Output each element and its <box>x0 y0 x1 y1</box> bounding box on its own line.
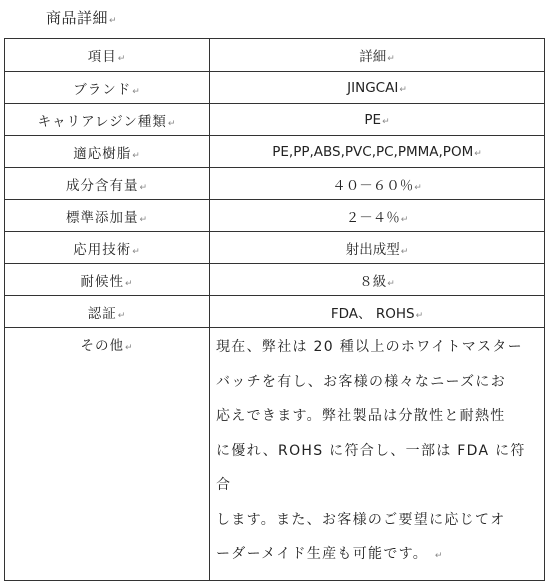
table-row-certification <box>5 296 545 328</box>
paragraph-mark-icon: ↵ <box>139 182 149 193</box>
row-value: ４０－６０％↵ <box>210 168 545 200</box>
table-row-content <box>5 168 545 200</box>
table-row-technology <box>5 232 545 264</box>
paragraph-mark-icon: ↵ <box>117 54 127 64</box>
row-value: PE↵ <box>210 104 545 136</box>
description-line: します。また、お客様のご要望に応じてオ <box>216 511 506 528</box>
paragraph-mark-icon: ↵ <box>387 278 395 289</box>
row-value: 射出成型↵ <box>210 232 545 264</box>
row-key: その他↵ <box>5 328 210 581</box>
paragraph-mark-icon: ↵ <box>382 116 390 127</box>
product-detail-table <box>4 38 545 581</box>
paragraph-mark-icon: ↵ <box>132 86 141 97</box>
row-key: 標準添加量↵ <box>5 200 210 232</box>
table-row-weather-resistance <box>5 264 545 296</box>
paragraph-mark-icon: ↵ <box>434 551 444 561</box>
description-line: 現在、弊社は 20 種以上のホワイトマスター <box>216 339 523 355</box>
row-key: 適応樹脂↵ <box>5 136 210 168</box>
paragraph-mark-icon: ↵ <box>400 246 409 257</box>
section-title: 商品詳細↵ <box>46 9 118 27</box>
description-line: に優れ、ROHS に符合し、一部は FDA に符合 <box>216 442 526 493</box>
row-value: ８級↵ <box>210 264 545 296</box>
row-value: JINGCAI↵ <box>210 72 545 104</box>
description-line: 応えできます。弊社製品は分散性と耐熱性 <box>216 408 506 424</box>
header-cell-detail: 詳細↵ <box>210 39 545 72</box>
table-row-other <box>5 328 545 581</box>
row-value: ２－４％↵ <box>210 200 545 232</box>
row-key: 成分含有量↵ <box>5 168 210 200</box>
table-row-brand <box>5 72 545 104</box>
row-value: FDA、 ROHS↵ <box>210 296 545 328</box>
paragraph-mark-icon: ↵ <box>132 246 141 257</box>
paragraph-mark-icon: ↵ <box>415 310 424 321</box>
paragraph-mark-icon: ↵ <box>109 16 118 26</box>
row-value-description <box>210 328 545 581</box>
paragraph-mark-icon: ↵ <box>124 278 134 289</box>
paragraph-mark-icon: ↵ <box>124 343 134 353</box>
paragraph-mark-icon: ↵ <box>117 310 127 321</box>
row-value: PE,PP,ABS,PVC,PC,PMMA,POM↵ <box>210 136 545 168</box>
paragraph-mark-icon: ↵ <box>139 214 149 225</box>
row-key: キャリアレジン種類↵ <box>5 104 210 136</box>
table-row-applicable-resin <box>5 136 545 168</box>
table-header-row <box>5 39 545 72</box>
description-line: バッチを有し、お客様の様々なニーズにお <box>216 373 506 390</box>
paragraph-mark-icon: ↵ <box>387 54 395 64</box>
description-line: ーダーメイド生産も可能です。 ↵ <box>216 546 444 562</box>
paragraph-mark-icon: ↵ <box>414 182 422 193</box>
table-row-carrier-resin <box>5 104 545 136</box>
paragraph-mark-icon: ↵ <box>474 148 482 159</box>
row-key: 耐候性↵ <box>5 264 210 296</box>
row-key: 認証↵ <box>5 296 210 328</box>
paragraph-mark-icon: ↵ <box>167 118 177 129</box>
row-key: ブランド↵ <box>5 72 210 104</box>
paragraph-mark-icon: ↵ <box>400 214 409 225</box>
row-key: 応用技術↵ <box>5 232 210 264</box>
table-row-dosage <box>5 200 545 232</box>
paragraph-mark-icon: ↵ <box>132 150 141 161</box>
header-cell-item: 項目↵ <box>5 39 210 72</box>
paragraph-mark-icon: ↵ <box>399 84 407 95</box>
